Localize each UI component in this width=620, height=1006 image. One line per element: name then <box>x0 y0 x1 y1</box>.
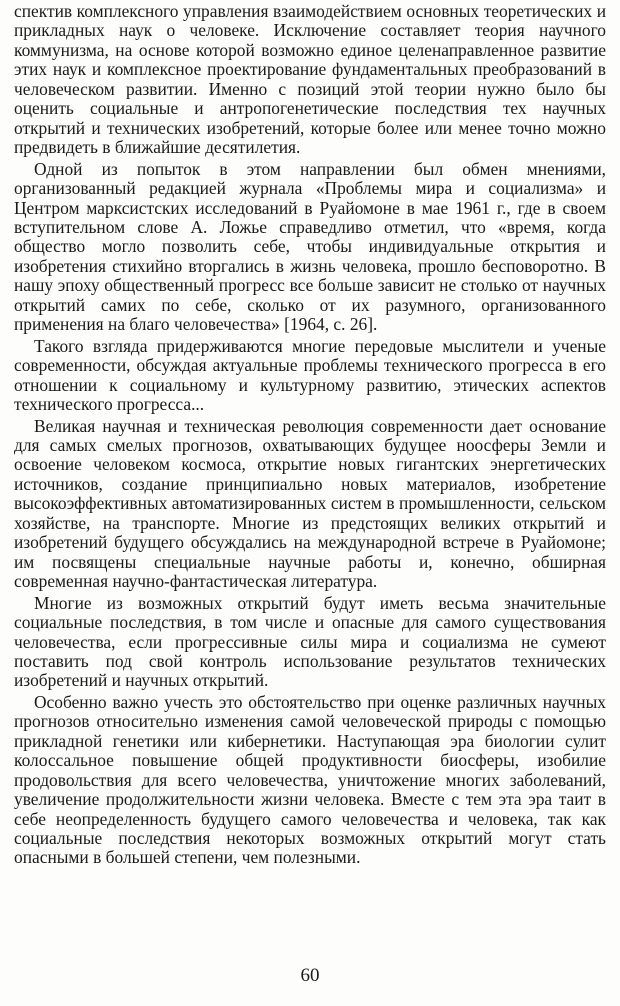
paragraph-5: Многие из возможных открытий будут иметь весьма значительные социальные последствия, в том числе и опасные для самого существования человечества, если прогрессивные силы мира и социализма не сумеют поставить под свой контроль использование результатов технических изобретений и научных открытий. <box>14 592 606 691</box>
paragraph-6: Особенно важно учесть это обстоятельство при оценке различных научных прогнозов относительно изменения самой человеческой природы с помощью прикладной генетики или кибернетики. Наступающая эра биологии сулит колоссальное повышение общей продуктивности биосферы, изобилие продовольствия для всего человечества, уничтожение многих заболеваний, увеличение продолжительности жизни человека. Вместе с тем эта эра таит в себе неопределенность будущего самого человечества и человека, так как социальные последствия некоторых возможных открытий могут стать опасными в большей степени, чем полезными. <box>14 691 606 868</box>
paragraph-1: спектив комплексного управления взаимодействием основных теоретических и прикладных наук о человеке. Исключение составляет теория научного коммунизма, на основе которой возможно единое целенаправленное развитие этих наук и комплексное проектирование фундаментальных преобразований в человеческом развитии. Именно с позиций этой теории нужно было бы оценить социальные и антропогенетические последствия тех научных открытий и технических изобретений, которые более или менее точно можно предвидеть в ближайшие десятилетия. <box>14 1 606 158</box>
page-number: 60 <box>300 965 320 986</box>
paragraph-4: Великая научная и техническая революция современности дает основание для самых смелых прогнозов, охватывающих будущее ноосферы Земли и освоение человеком космоса, открытие новых гигантских энергетических источников, создание принципиально новых материалов, изобретение высокоэффективных автоматизированных систем в промышленности, сельском хозяйстве, на транспорте. Многие из предстоящих великих открытий и изобретений будущего обсуждались на международной встрече в Руайомоне; им посвящены специальные научные работы и, конечно, обширная современная научно-фантастическая литература. <box>14 415 606 592</box>
paragraph-2: Одной из попыток в этом направлении был обмен мнениями, организованный редакцией журнала «Проблемы мира и социализма» и Центром марксистских исследований в Руайомоне в мае 1961 г., где в своем вступительном слове А. Ложье справедливо отметил, что «время, когда общество могло позволить себе, чтобы индивидуальные открытия и изобретения стихийно вторгались в жизнь человека, прошло бесповоротно. В нашу эпоху общественный прогресс все больше зависит не столько от научных открытий самих по себе, сколько от их разумного, организованного применения на благо человечества» [1964, с. 26]. <box>14 158 606 335</box>
body-text <box>14 2 606 870</box>
paragraph-3: Такого взгляда придерживаются многие передовые мыслители и ученые современности, обсуждая актуальные проблемы технического прогресса в его отношении к социальному и культурному развитию, этических аспектов технического прогресса... <box>14 335 606 415</box>
